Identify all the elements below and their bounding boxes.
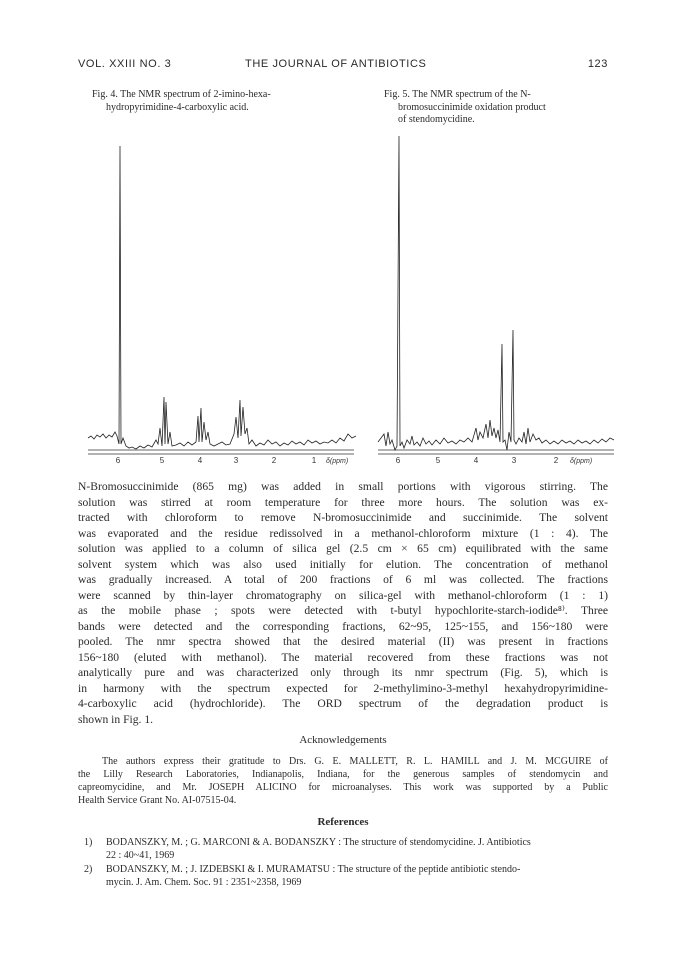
running-header — [78, 58, 608, 74]
acknowledgements-heading: Acknowledgements — [299, 734, 387, 746]
body-line: pooled. The nmr spectra showed that the desired material (II) was present in fractions — [78, 635, 608, 648]
body-line: N-Bromosuccinimide (865 mg) was added in small portions with vigorous stirring. The — [78, 480, 608, 493]
body-line: solution was applied to a column of silica gel (2.5 cm × 65 cm) equilibrated with the same — [78, 542, 608, 555]
journal-title: THE JOURNAL OF ANTIBIOTICS — [245, 58, 427, 70]
body-line: were scanned by thin-layer chromatography on silica-gel with methanol-chloroform (1 : 1) — [78, 588, 608, 602]
body-line: in harmony with the spectrum expected for 2-methylimino-3-methyl hexahydropyrimidine- — [78, 681, 608, 695]
reference-number: 1) — [84, 837, 93, 848]
reference-line: BODANSZKY, M. ; G. MARCONI & A. BODANSZKY : The structure of stendomycidine. J. Antibiotics — [106, 837, 531, 848]
reference-line: 22 : 40~41, 1969 — [106, 850, 175, 861]
figure-5-caption — [384, 89, 614, 127]
tick-label: 2 — [553, 456, 559, 465]
body-line: shown in Fig. 1. — [78, 712, 154, 726]
ack-line: Health Service Grant No. AI-07515-04. — [78, 795, 237, 806]
tick-group — [116, 456, 348, 465]
nmr-spectrum-plot — [376, 132, 618, 472]
body-line: as the mobile phase ; spots were detected with t-butyl hypochlorite-starch-iodide⁸⁾. Three — [78, 604, 608, 617]
body-line: tracted with chloroform to remove N-bromosuccinimide and succinimide. The solvent — [78, 511, 608, 524]
body-paragraph — [78, 479, 608, 727]
caption-line: Fig. 5. The NMR spectrum of the N- — [384, 89, 531, 100]
body-line: solution was stirred at room temperature for three more hours. The solution was ex- — [78, 495, 608, 509]
body-line: 156~180 (eluted with methanol). The material recovered from these fractions was not — [78, 650, 608, 664]
body-line: was evaporated and the residue redissolved in a methanol-chloroform mixture (1 : 4). The — [78, 526, 608, 540]
ack-line: capreomycidine, and Mr. JOSEPH ALICINO for microanalyses. This work was supported by a Public — [78, 782, 608, 793]
tick-label: 3 — [233, 456, 239, 465]
tick-label: 2 — [271, 456, 277, 465]
caption-line: Fig. 4. The NMR spectrum of 2-imino-hexa- — [92, 89, 271, 100]
tick-label: 4 — [197, 456, 203, 465]
body-line: 4-carboxylic acid (hydrochloride). The ORD spectrum of the degradation product is — [78, 697, 608, 710]
ack-line: The authors express their gratitude to Drs. G. E. MALLETT, R. L. HAMILL and J. M. MCGUIRE of — [102, 756, 608, 767]
figure-4-caption — [92, 89, 352, 114]
tick-label: 6 — [395, 456, 401, 465]
acknowledgements-text — [78, 755, 608, 807]
figure-5-spectrum — [376, 132, 618, 472]
spectrum-trace — [88, 146, 356, 449]
axis-unit-label: δ(ppm) — [326, 458, 349, 465]
caption-line: of stendomycidine. — [398, 114, 475, 125]
caption-line: bromosuccinimide oxidation product — [398, 101, 546, 113]
page-number: 123 — [587, 58, 608, 70]
reference-line: mycin. J. Am. Chem. Soc. 91 : 2351~2358, 1969 — [106, 877, 302, 888]
body-line: bands were detected and the corresponding fractions, 62~95, 125~155, and 156~180 were — [78, 619, 608, 633]
tick-label: 6 — [115, 456, 121, 465]
volume-label: VOL. XXIII NO. 3 — [78, 58, 172, 70]
reference-line: BODANSZKY, M. ; J. IZDEBSKI & I. MURAMATSU : The structure of the peptide antibiotic stendo- — [106, 864, 521, 875]
tick-label: 5 — [435, 456, 441, 465]
references-list — [78, 836, 608, 890]
body-line: solvent system which was also used initially for elution. The concentration of methanol — [78, 557, 608, 571]
caption-line: hydropyrimidine-4-carboxylic acid. — [106, 101, 249, 113]
tick-label: 5 — [159, 456, 165, 465]
body-line: was gradually increased. A total of 200 fractions of 6 ml was collected. The fractions — [78, 573, 608, 586]
body-line: analytically pure and was characterized only through its nmr spectrum (Fig. 5), which is — [78, 666, 608, 679]
reference-item — [78, 836, 608, 862]
spectrum-trace — [378, 136, 614, 450]
tick-label: 4 — [473, 456, 479, 465]
reference-number: 2) — [84, 864, 93, 875]
tick-label: 3 — [511, 456, 517, 465]
tick-group — [396, 456, 592, 465]
ack-line: the Lilly Research Laboratories, Indianapolis, Indiana, for the generous samples of stendomycin and — [78, 769, 608, 780]
axis-unit-label: δ(ppm) — [570, 458, 593, 465]
figure-4-spectrum — [86, 132, 358, 472]
reference-item — [78, 863, 608, 889]
nmr-spectrum-plot — [86, 132, 358, 472]
references-heading: References — [317, 816, 369, 828]
tick-label: 1 — [311, 456, 317, 465]
